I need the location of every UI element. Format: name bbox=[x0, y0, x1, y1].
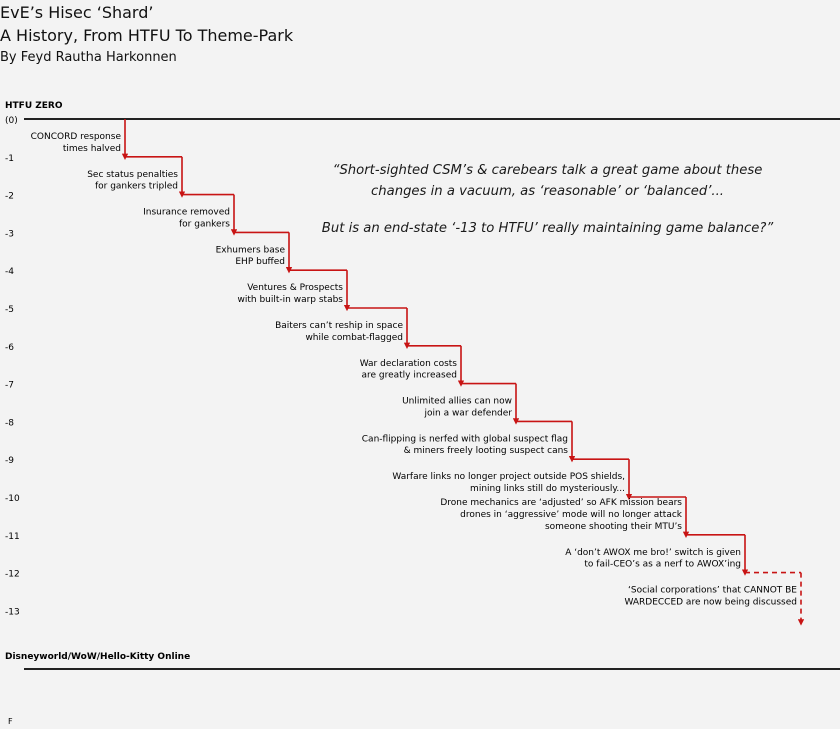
step-annotation-line: ‘Social corporations’ that CANNOT BE bbox=[628, 585, 797, 596]
step-annotation-line: EHP buffed bbox=[235, 257, 285, 268]
step-annotation-line: Warfare links no longer project outside POS shields, bbox=[392, 472, 625, 483]
step-annotation-line: Baiters can’t reship in space bbox=[275, 321, 403, 331]
y-tick-label: -6 bbox=[5, 342, 14, 353]
step-annotation-line: & miners freely looting suspect cans bbox=[403, 446, 568, 457]
step-annotation-line: Sec status penalties bbox=[87, 169, 178, 180]
step-annotation-line: Drone mechanics are ‘adjusted’ so AFK mission bears bbox=[440, 498, 682, 509]
step-annotation-line: Unlimited allies can now bbox=[402, 396, 512, 407]
y-tick-label: -12 bbox=[5, 569, 20, 580]
quote-line-2: changes in a vacuum, as ‘reasonable’ or ‘balanced’... bbox=[371, 184, 724, 199]
step-annotation-line: War declaration costs bbox=[359, 358, 457, 369]
step-annotation-line: times halved bbox=[62, 143, 121, 154]
step-annotation-line: drones in ‘aggressive’ mode will no longer attack bbox=[460, 510, 682, 520]
step-annotation-line: mining links still do mysteriously... bbox=[470, 484, 625, 494]
y-tick-label: -7 bbox=[5, 380, 14, 391]
axis-bottom-label: Disneyworld/WoW/Hello-Kitty Online bbox=[5, 652, 191, 662]
step-annotation-line: for gankers bbox=[179, 219, 230, 230]
pull-quote bbox=[300, 160, 795, 239]
y-tick-label: -1 bbox=[5, 153, 14, 164]
step-annotation-line: A ‘don’t AWOX me bro!’ switch is given bbox=[565, 547, 741, 558]
step-annotation-line: Can-flipping is nerfed with global suspect flag bbox=[361, 434, 568, 445]
step-annotation-line: CONCORD response bbox=[30, 132, 121, 142]
step-annotation-line: are greatly increased bbox=[361, 370, 457, 381]
axis-top-label: HTFU ZERO bbox=[5, 101, 63, 111]
y-tick-label: -4 bbox=[5, 267, 14, 278]
title-line-1: EvE’s Hisec ‘Shard’ bbox=[0, 3, 154, 22]
step-annotation-line: WARDECCED are now being discussed bbox=[624, 597, 797, 608]
step-annotation-line: Exhumers base bbox=[215, 245, 285, 256]
y-tick-label: -10 bbox=[5, 494, 20, 504]
y-tick-label: -11 bbox=[5, 531, 20, 542]
step-annotation-line: Ventures & Prospects bbox=[247, 283, 343, 294]
step-annotation-line: to fail-CEO’s as a nerf to AWOX’ing bbox=[584, 559, 741, 570]
y-tick-label: (0) bbox=[5, 116, 18, 126]
y-tick-labels bbox=[5, 116, 20, 617]
step-annotation-line: Insurance removed bbox=[143, 207, 230, 218]
y-tick-label: -5 bbox=[5, 305, 14, 315]
y-tick-label: -9 bbox=[5, 456, 14, 467]
step-annotation-line: someone shooting their MTU’s bbox=[544, 521, 682, 532]
quote-line-3: But is an end-state ‘-13 to HTFU’ really maintaining game balance?” bbox=[321, 221, 774, 236]
footer-mark: F bbox=[8, 717, 13, 726]
title-line-2: A History, From HTFU To Theme-Park bbox=[0, 26, 294, 45]
step-annotation-line: for gankers tripled bbox=[94, 181, 178, 192]
byline: By Feyd Rautha Harkonnen bbox=[0, 50, 177, 65]
y-tick-label: -8 bbox=[5, 418, 14, 429]
y-tick-label: -3 bbox=[5, 229, 14, 240]
y-tick-label: -2 bbox=[5, 191, 14, 202]
step-annotation-line: while combat-flagged bbox=[305, 332, 403, 343]
y-tick-label: -13 bbox=[5, 607, 20, 618]
quote-line-1: “Short-sighted CSM’s & carebears talk a great game about these bbox=[332, 163, 763, 178]
step-annotation-line: join a war defender bbox=[424, 408, 512, 419]
step-annotation-line: with built-in warp stabs bbox=[237, 295, 343, 305]
